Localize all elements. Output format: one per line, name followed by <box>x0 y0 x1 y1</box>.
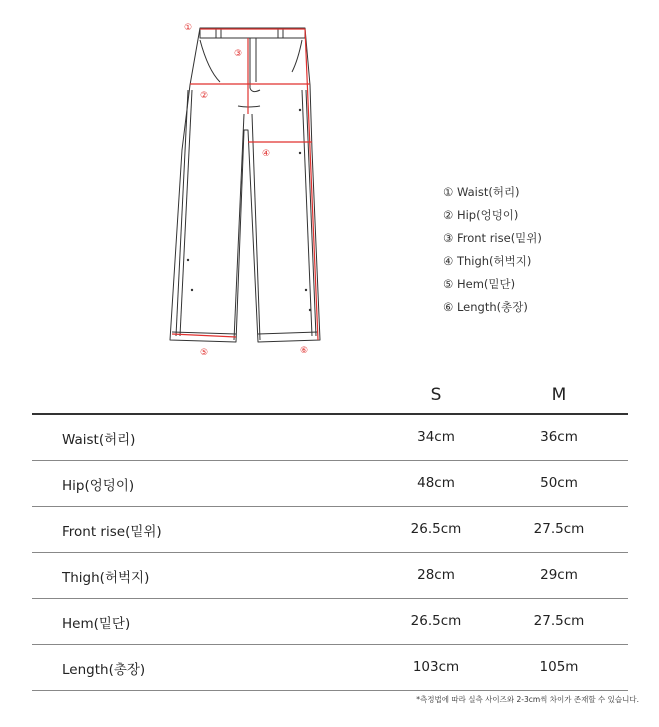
pants-outline <box>170 28 320 342</box>
row-label: Front rise(밑위) <box>62 524 162 540</box>
row-label: Hip(엉덩이) <box>62 478 135 494</box>
pants-diagram <box>160 10 330 360</box>
hem-right <box>258 332 318 334</box>
table-header <box>32 380 628 415</box>
table-row <box>32 415 628 461</box>
hem-left <box>172 332 236 334</box>
marker-hip: ② <box>200 91 209 101</box>
legend-item-waist: ① Waist(허리) <box>443 185 520 199</box>
value-s: 26.5cm <box>410 521 462 537</box>
table-row <box>32 553 628 599</box>
value-s: 103cm <box>412 659 460 675</box>
crotch-detail <box>238 106 260 107</box>
rivet <box>299 109 301 111</box>
value-m: 29cm <box>540 567 578 583</box>
legend-item-hem: ⑤ Hem(밑단) <box>443 277 516 291</box>
legend-item-front-rise: ③ Front rise(밑위) <box>443 231 542 245</box>
table-row <box>32 507 628 553</box>
marker-rise: ③ <box>234 49 243 59</box>
row-label: Hem(밑단) <box>62 616 131 632</box>
table-row <box>32 645 628 691</box>
value-s: 34cm <box>417 429 455 445</box>
row-label: Thigh(허벅지) <box>62 570 150 586</box>
value-m: 27.5cm <box>533 521 585 537</box>
inseam-left <box>234 114 244 340</box>
value-m: 27.5cm <box>533 613 585 629</box>
legend-item-thigh: ④ Thigh(허벅지) <box>443 254 532 268</box>
table-row <box>32 599 628 645</box>
marker-hem: ⑤ <box>200 348 209 358</box>
row-label: Waist(허리) <box>62 432 136 448</box>
pocket-left <box>200 40 220 82</box>
measurement-legend <box>443 181 542 319</box>
table-row <box>32 461 628 507</box>
measurement-footnote: *측정법에 따라 실측 사이즈와 2-3cm씩 차이가 존재할 수 있습니다. <box>416 695 639 704</box>
length-measure-line <box>305 29 318 340</box>
row-label: Length(총장) <box>62 662 146 678</box>
rivet-4 <box>191 289 193 291</box>
rivet-6 <box>309 309 311 311</box>
rivet-3 <box>187 259 189 261</box>
rivet-2 <box>299 152 301 154</box>
marker-waist: ① <box>184 23 193 33</box>
value-m: 105m <box>539 659 579 675</box>
value-s: 48cm <box>417 475 455 491</box>
rivet-5 <box>305 289 307 291</box>
value-m: 36cm <box>540 429 578 445</box>
size-header-m: M <box>551 385 567 405</box>
hem-measure-line <box>172 334 236 337</box>
pocket-right <box>292 40 302 72</box>
marker-length: ⑥ <box>300 346 309 356</box>
legend-item-hip: ② Hip(엉덩이) <box>443 208 519 222</box>
value-s: 26.5cm <box>410 613 462 629</box>
size-header-s: S <box>430 385 442 405</box>
legend-item-length: ⑥ Length(총장) <box>443 300 528 314</box>
size-table <box>32 380 628 691</box>
marker-thigh: ④ <box>262 149 271 159</box>
value-m: 50cm <box>540 475 578 491</box>
value-s: 28cm <box>417 567 455 583</box>
